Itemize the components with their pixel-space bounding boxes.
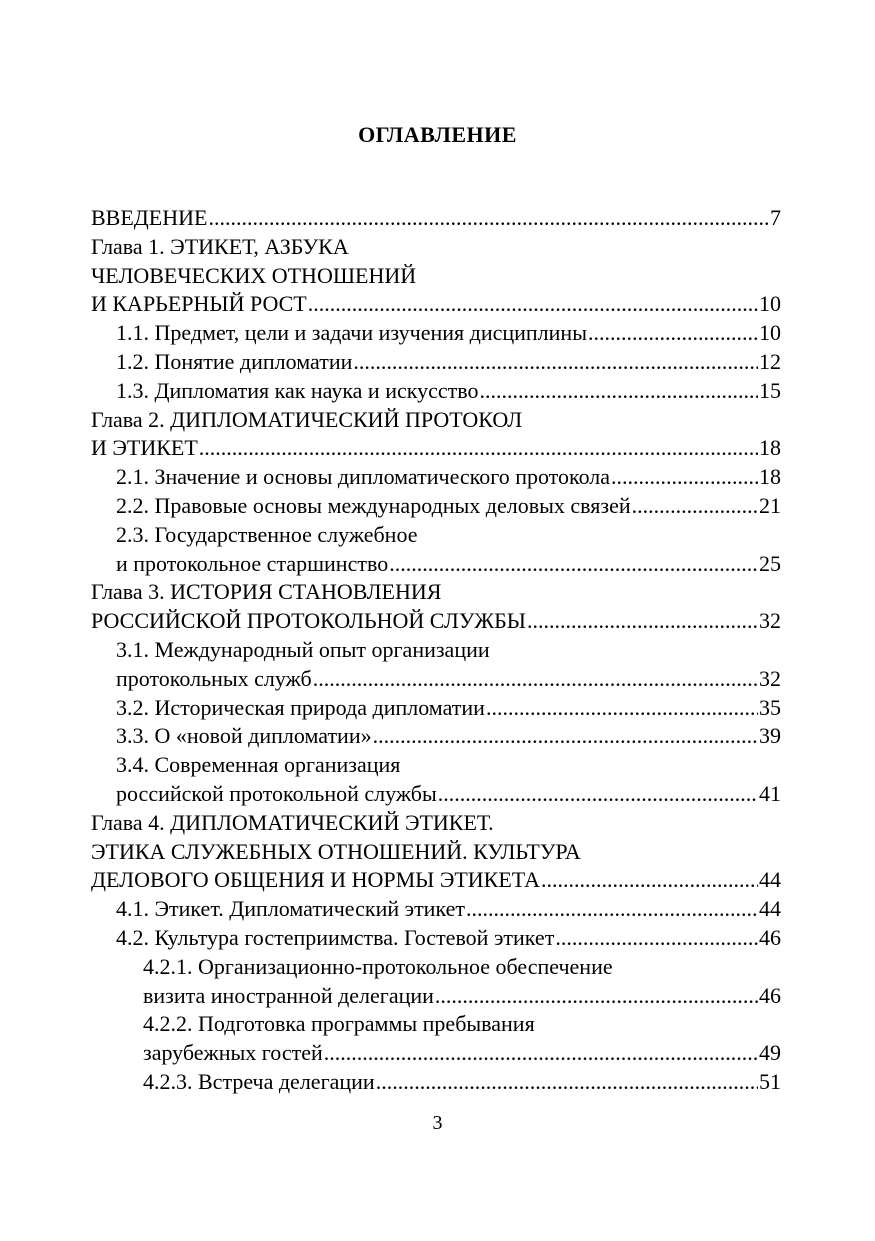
toc-leader-dots: [438, 780, 758, 809]
toc-entry-line: [91, 722, 781, 751]
toc-entry-text: ВВЕДЕНИЕ: [91, 205, 208, 230]
toc-entry-line: [91, 809, 781, 838]
toc-entry-text: 3.4. Современная организация: [116, 752, 401, 778]
toc-entry-text: ЧЕЛОВЕЧЕСКИХ ОТНОШЕНИЙ: [91, 262, 417, 288]
toc-page-number: 12: [759, 348, 781, 374]
toc-entry-line: [91, 636, 781, 665]
toc-leader-dots: [208, 204, 769, 233]
toc-leader-dots: [555, 924, 758, 953]
toc-entry-line: [91, 866, 781, 895]
toc-entry-line: [91, 780, 781, 809]
toc-leader-dots: [486, 694, 758, 723]
toc-leader-dots: [199, 434, 758, 463]
toc-entry-text: И КАРЬЕРНЫЙ РОСТ: [91, 291, 307, 317]
toc-leader-dots: [527, 607, 758, 636]
toc-entry-text: российской протокольной службы: [116, 780, 437, 806]
toc-entry-text: ЭТИКА СЛУЖЕБНЫХ ОТНОШЕНИЙ. КУЛЬТУРА: [91, 838, 581, 864]
toc-entry-line: [91, 233, 781, 262]
toc-page-number: 32: [759, 665, 781, 691]
toc-entry-text: Глава 1. ЭТИКЕТ, АЗБУКА: [91, 233, 349, 259]
toc-leader-dots: [308, 290, 758, 319]
toc-page-number: 35: [759, 694, 781, 720]
toc-leader-dots: [353, 348, 758, 377]
toc-entry-text: 2.2. Правовые основы международных деловых связей: [116, 492, 631, 518]
toc-leader-dots: [588, 319, 758, 348]
toc-leader-dots: [435, 982, 758, 1011]
toc-leader-dots: [376, 1068, 758, 1097]
toc-entry-text: 4.2. Культура гостеприимства. Гостевой этикет: [116, 924, 555, 950]
toc-entry-text: и протокольное старшинство: [116, 550, 389, 576]
toc-page-number: 21: [759, 492, 781, 518]
toc-entry-line: [91, 895, 781, 924]
toc-entry-text: 3.1. Международный опыт организации: [116, 636, 490, 662]
toc-entry-line: [91, 319, 781, 348]
toc-entry-text: Глава 2. ДИПЛОМАТИЧЕСКИЙ ПРОТОКОЛ: [91, 406, 523, 432]
toc-page-number: 49: [759, 1040, 781, 1066]
toc-entry-line: [91, 377, 781, 406]
toc-entry-line: [91, 1039, 781, 1068]
toc-leader-dots: [373, 722, 758, 751]
toc-entry-line: [91, 434, 781, 463]
toc-leader-dots: [611, 463, 758, 492]
toc-page-number: 39: [759, 723, 781, 749]
toc-entry-text: 4.1. Этикет. Дипломатический этикет: [116, 896, 465, 922]
toc-page-number: 46: [759, 924, 781, 950]
table-of-contents: [91, 204, 781, 1097]
toc-entry-text: 1.3. Дипломатия как наука и искусство: [116, 377, 479, 403]
toc-page-number: 10: [759, 320, 781, 346]
toc-entry-line: [91, 1068, 781, 1097]
toc-leader-dots: [389, 550, 758, 579]
toc-page-number: 18: [759, 464, 781, 490]
toc-entry-text: протокольных служб: [116, 665, 312, 691]
toc-page-number: 7: [770, 205, 781, 230]
toc-page-number: 44: [759, 896, 781, 922]
toc-entry-line: [91, 290, 781, 319]
toc-leader-dots: [466, 895, 758, 924]
toc-page-number: 51: [759, 1068, 781, 1094]
toc-entry-line: [91, 665, 781, 694]
toc-page-number: 46: [759, 982, 781, 1008]
toc-entry-text: 1.1. Предмет, цели и задачи изучения дисциплины: [116, 320, 587, 346]
page-title: ОГЛАВЛЕНИЕ: [358, 122, 517, 147]
toc-entry-line: [91, 550, 781, 579]
toc-entry-text: зарубежных гостей: [143, 1040, 323, 1066]
toc-entry-text: Глава 4. ДИПЛОМАТИЧЕСКИЙ ЭТИКЕТ.: [91, 809, 494, 835]
toc-entry-line: [91, 953, 781, 982]
toc-entry-text: 1.2. Понятие дипломатии: [116, 348, 353, 374]
toc-entry-line: [91, 262, 781, 291]
toc-entry-line: [91, 492, 781, 521]
toc-leader-dots: [313, 665, 758, 694]
toc-page-number: 10: [759, 291, 781, 317]
page-number: 3: [432, 1112, 443, 1134]
toc-entry-text: 4.2.3. Встреча делегации: [143, 1068, 375, 1094]
toc-entry-line: [91, 982, 781, 1011]
toc-entry-line: [91, 578, 781, 607]
toc-entry-text: Глава 3. ИСТОРИЯ СТАНОВЛЕНИЯ: [91, 579, 442, 605]
toc-page-number: 18: [759, 435, 781, 461]
toc-entry-line: [91, 406, 781, 435]
toc-entry-line: [91, 694, 781, 723]
toc-entry-line: [91, 348, 781, 377]
toc-entry-line: [91, 924, 781, 953]
toc-page-number: 15: [759, 377, 781, 403]
toc-entry-text: визита иностранной делегации: [143, 982, 434, 1008]
toc-entry-text: 2.3. Государственное служебное: [116, 521, 418, 547]
toc-leader-dots: [541, 866, 758, 895]
toc-entry-line: [91, 751, 781, 780]
toc-entry-text: И ЭТИКЕТ: [91, 435, 198, 461]
toc-page-number: 41: [759, 780, 781, 806]
toc-entry-line: [91, 521, 781, 550]
toc-entry-line: [91, 1010, 781, 1039]
toc-page-number: 25: [759, 550, 781, 576]
toc-page-number: 32: [759, 608, 781, 634]
toc-leader-dots: [480, 377, 758, 406]
toc-entry-line: [91, 607, 781, 636]
toc-leader-dots: [324, 1039, 758, 1068]
toc-page-number: 44: [759, 867, 781, 893]
toc-entry-text: 3.3. О «новой дипломатии»: [116, 723, 372, 749]
toc-entry-text: РОССИЙСКОЙ ПРОТОКОЛЬНОЙ СЛУЖБЫ: [91, 608, 526, 634]
toc-entry-text: ДЕЛОВОГО ОБЩЕНИЯ И НОРМЫ ЭТИКЕТА: [91, 867, 541, 893]
toc-entry-text: 4.2.1. Организационно-протокольное обеспечение: [143, 953, 613, 979]
toc-entry-text: 4.2.2. Подготовка программы пребывания: [143, 1011, 535, 1037]
toc-entry-line: [91, 463, 781, 492]
toc-leader-dots: [632, 492, 758, 521]
toc-entry-line: [91, 204, 781, 233]
toc-entry-text: 2.1. Значение и основы дипломатического протокола: [116, 464, 611, 490]
toc-entry-text: 3.2. Историческая природа дипломатии: [116, 694, 485, 720]
toc-entry-line: [91, 838, 781, 867]
